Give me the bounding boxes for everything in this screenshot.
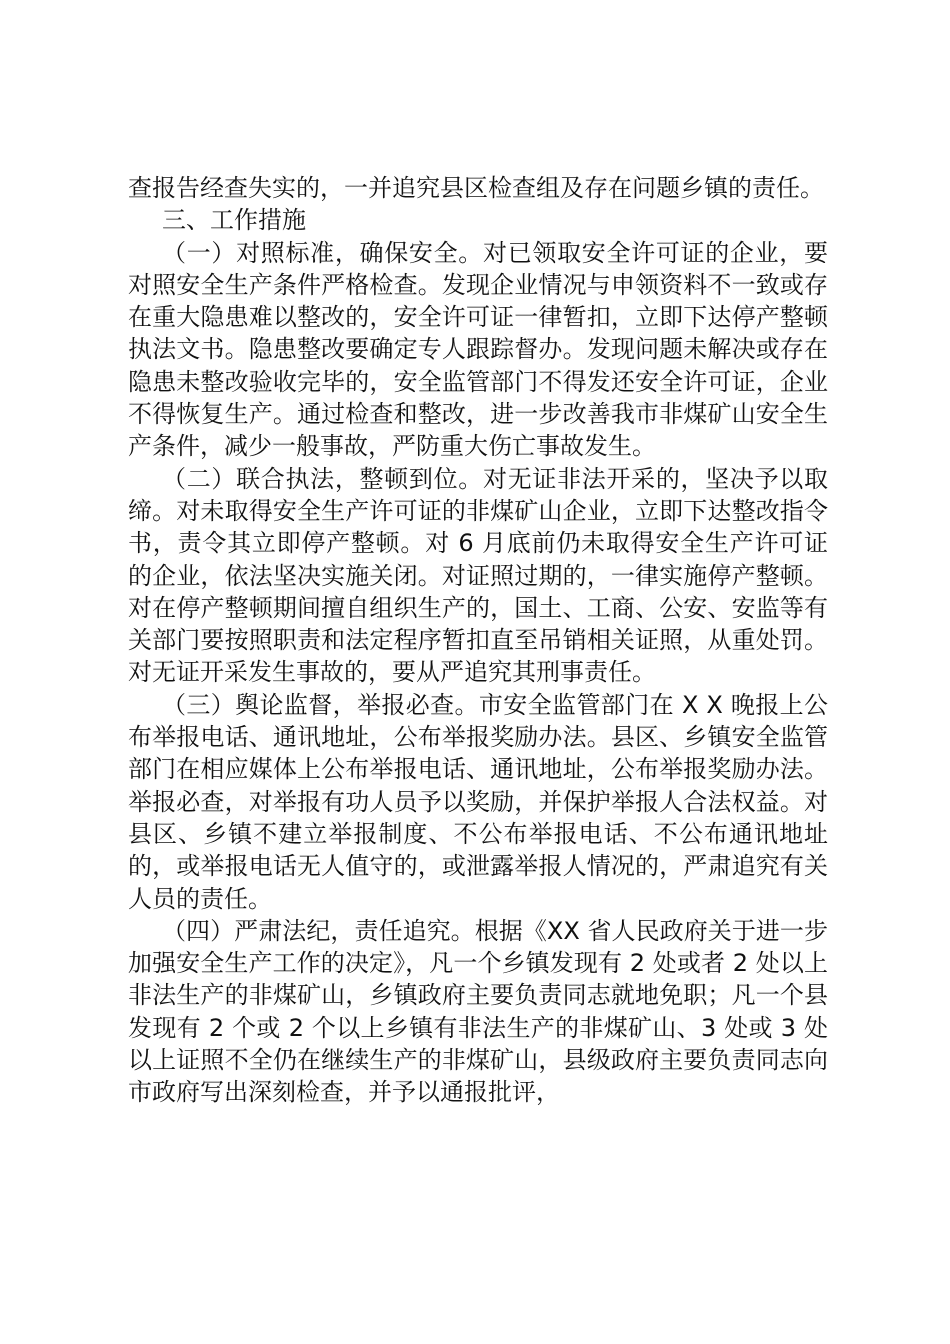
document-body — [128, 172, 828, 1109]
paragraph-measure-2: （二）联合执法，整顿到位。对无证非法开采的，坚决予以取缔。对未取得安全生产许可证的非煤矿山企业，立即下达整改指令书，责令其立即停产整顿。对 6 月底前仍未取得安全生产许可证的企业，依法坚决实施关闭。对证照过期的，一律实施停产整顿。对在停产整顿期间擅自组织生产的，国土、工商、公安、安监等有关部门要按照职责和法定程序暂扣直至吊销相关证照，从重处罚。对无证开采发生事故的，要从严追究其刑事责任。 — [128, 464, 828, 687]
paragraph-measure-1: （一）对照标准，确保安全。对已领取安全许可证的企业，要对照安全生产条件严格检查。发现企业情况与申领资料不一致或存在重大隐患难以整改的，安全许可证一律暂扣，立即下达停产整顿执法文书。隐患整改要确定专人跟踪督办。发现问题未解决或存在隐患未整改验收完毕的，安全监管部门不得发还安全许可证，企业不得恢复生产。通过检查和整改，进一步改善我市非煤矿山安全生产条件，减少一般事故，严防重大伤亡事故发生。 — [128, 238, 828, 461]
paragraph-measure-4: （四）严肃法纪，责任追究。根据《XX 省人民政府关于进一步加强安全生产工作的决定》，凡一个乡镇发现有 2 处或者 2 处以上非法生产的非煤矿山，乡镇政府主要负责同志就地免职；凡一个县发现有 2 个或 2 个以上乡镇有非法生产的非煤矿山、3 处或 3 处以上证照不全仍在继续生产的非煤矿山，县级政府主要负责同志向市政府写出深刻检查，并予以通报批评， — [128, 916, 828, 1107]
continuation-paragraph: 查报告经查失实的，一并追究县区检查组及存在问题乡镇的责任。 — [128, 174, 824, 202]
paragraph-measure-3: （三）舆论监督，举报必查。市安全监管部门在 X X 晚报上公布举报电话、通讯地址，公布举报奖励办法。县区、乡镇安全监管部门在相应媒体上公布举报电话、通讯地址，公布举报奖励办法。举报必查，对举报有功人员予以奖励，并保护举报人合法权益。对县区、乡镇不建立举报制度、不公布举报电话、不公布通讯地址的，或举报电话无人值守的，或泄露举报人情况的，严肃追究有关人员的责任。 — [128, 690, 828, 913]
section-heading: 三、工作措施 — [162, 206, 306, 235]
